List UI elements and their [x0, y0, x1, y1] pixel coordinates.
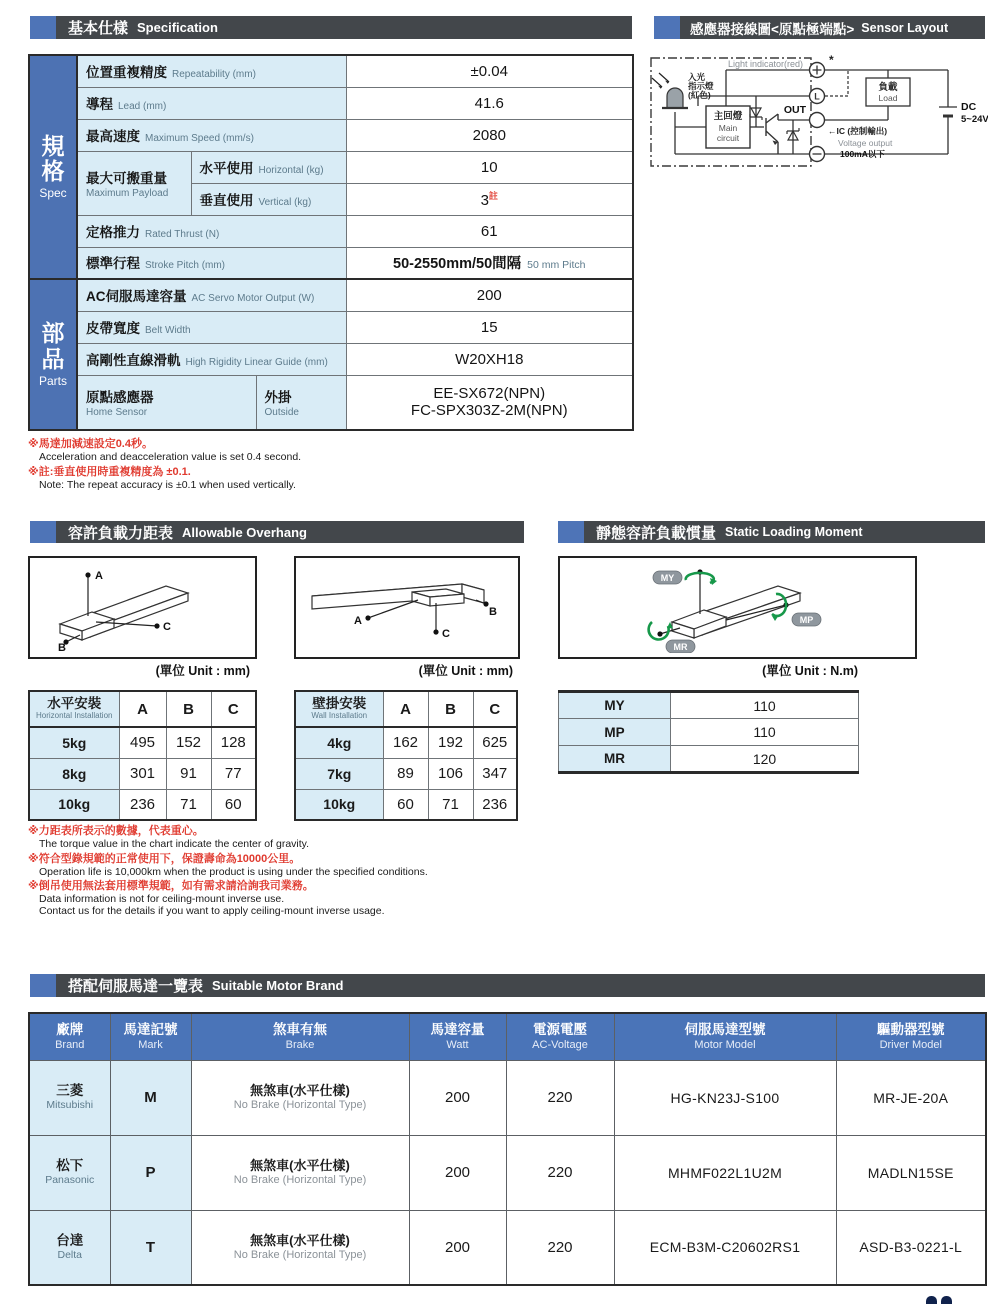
header-accent-square [30, 974, 56, 997]
spec-label-servo-output: AC伺服馬達容量 AC Servo Motor Output (W) [77, 279, 346, 311]
moment-label-mp: MP [559, 719, 671, 746]
spec-value-repeatability: ±0.04 [346, 55, 633, 87]
value-a: 60 [383, 789, 428, 820]
battery-symbol [939, 107, 957, 116]
value-a: 89 [383, 758, 428, 789]
wall-installation-table [294, 690, 518, 821]
brake-cell: 無煞車(水平仕樣) No Brake (Horizontal Type) [191, 1060, 409, 1135]
spec-value-linear-guide: W20XH18 [346, 343, 633, 375]
value-c: 625 [473, 727, 517, 758]
footnote-en: Note: The repeat accuracy is ±0.1 when used vertically. [39, 478, 296, 491]
footnote-zh: ※力距表所表示的數據，代表重心。 [28, 825, 204, 837]
page-number-partial [926, 1296, 962, 1304]
spec-group-label: 規格 Spec [29, 55, 77, 279]
value-b: 71 [166, 789, 211, 820]
value-b: 106 [428, 758, 473, 789]
column-header-c: C [211, 691, 256, 727]
value-a: 495 [119, 727, 166, 758]
value-c: 128 [211, 727, 256, 758]
footnote-en: Acceleration and deacceleration value is set 0.4 second. [39, 451, 302, 464]
load-label: 10kg [29, 789, 119, 820]
overhang-title-zh: 容許負載力距表 [68, 524, 174, 542]
spec-value-home-sensor: EE-SX672(NPN) FC-SPX303Z-2M(NPN) [346, 375, 633, 430]
spec-value-max-speed: 2080 [346, 119, 633, 151]
spec-label-lead: 導程 Lead (mm) [77, 87, 346, 119]
overhang-section-header [30, 521, 524, 543]
moment-section-header [558, 521, 985, 543]
table-row [295, 727, 517, 758]
spec-label-belt-width: 皮帶寬度 Belt Width [77, 311, 346, 343]
led-label-line2: 指示燈 [688, 81, 714, 91]
point-label-a: A [354, 615, 362, 627]
brake-cell: 無煞車(水平仕樣) No Brake (Horizontal Type) [191, 1210, 409, 1285]
load-label: 7kg [295, 758, 383, 789]
voltage-cell: 220 [506, 1135, 614, 1210]
value-c: 236 [473, 789, 517, 820]
spec-label-max-speed: 最高速度 Maximum Speed (mm/s) [77, 119, 346, 151]
voltage-cell: 220 [506, 1210, 614, 1285]
watt-cell: 200 [409, 1135, 506, 1210]
spec-label-max-payload: 最大可搬重量 Maximum Payload [77, 151, 191, 215]
point-label-a: A [95, 570, 103, 582]
value-b: 71 [428, 789, 473, 820]
horizontal-installation-table [28, 690, 257, 821]
spec-label-vertical: 垂直使用 Vertical (kg) [191, 183, 346, 215]
svg-text:MR: MR [673, 642, 688, 652]
terminal-l [810, 89, 825, 104]
load-label: 10kg [295, 789, 383, 820]
load-label: 5kg [29, 727, 119, 758]
table-row [559, 692, 859, 719]
point-label-b: B [58, 642, 66, 653]
brand-mitsubishi: 三菱 Mitsubishi [29, 1060, 110, 1135]
driver-model-cell: ASD-B3-0221-L [836, 1210, 986, 1285]
driver-model-cell: MADLN15SE [836, 1135, 986, 1210]
spec-label-horizontal: 水平使用 Horizontal (kg) [191, 151, 346, 183]
table-row [29, 151, 633, 183]
watt-cell: 200 [409, 1060, 506, 1135]
brake-cell: 無煞車(水平仕樣) No Brake (Horizontal Type) [191, 1135, 409, 1210]
table-row [29, 119, 633, 151]
table-row [559, 746, 859, 773]
motor-brand-table [28, 1012, 987, 1286]
brand-panasonic: 松下 Panasonic [29, 1135, 110, 1210]
table-row [29, 279, 633, 311]
moment-label-my: MY [559, 692, 671, 719]
spec-title-zh: 基本仕樣 [68, 20, 129, 37]
value-c: 77 [211, 758, 256, 789]
value-b: 192 [428, 727, 473, 758]
column-header-a: A [119, 691, 166, 727]
table-header-row [295, 691, 517, 727]
header-brand: 廠牌 Brand [29, 1013, 110, 1060]
spec-label-home-sensor: 原點感應器 Home Sensor [77, 375, 256, 430]
table-header-row [29, 691, 256, 727]
motor-title-zh: 搭配伺服馬達一覽表 [68, 978, 204, 995]
moment-title-zh: 靜態容許負載慣量 [596, 524, 717, 542]
voltage-cell: 220 [506, 1060, 614, 1135]
header-accent-square [30, 521, 56, 543]
footnote-zh: ※符合型錄規範的正常使用下，保證壽命為10000公里。 [28, 852, 301, 865]
voltage-output-label: Voltage output [838, 138, 893, 148]
table-row [29, 1135, 986, 1210]
table-row [295, 758, 517, 789]
spec-footnotes [28, 437, 301, 492]
moment-value-my: 110 [671, 692, 859, 719]
value-c: 347 [473, 758, 517, 789]
main-circuit-en2: circuit [716, 133, 740, 143]
spec-section-header [30, 16, 632, 39]
l-terminal-dashed-wire [825, 70, 848, 96]
parts-group-label: 部品 Parts [29, 279, 77, 430]
header-motor-model: 伺服馬達型號 Motor Model [614, 1013, 836, 1060]
table-row [29, 343, 633, 375]
spec-label-rated-thrust: 定格推力 Rated Thrust (N) [77, 215, 346, 247]
spec-label-stroke-pitch: 標準行程 Stroke Pitch (mm) [77, 247, 346, 279]
spec-label-outside: 外掛 Outside [256, 375, 346, 430]
transistor-symbol [766, 114, 778, 154]
led-label-line3: (紅色) [688, 90, 711, 100]
unit-label-mm: (單位 Unit : mm) [155, 664, 250, 678]
current-limit-label: 100mA以下 [840, 149, 885, 159]
sensor-section-header [654, 16, 985, 39]
footnote-en: The torque value in the chart indicate the center of gravity. [39, 838, 310, 851]
table-row [29, 215, 633, 247]
driver-model-cell: MR-JE-20A [836, 1060, 986, 1135]
point-label-c: C [442, 628, 450, 640]
static-moment-table [558, 690, 859, 774]
spec-label-repeatability: 位置重複精度 Repeatability (mm) [77, 55, 346, 87]
spec-value-horizontal: 10 [346, 151, 633, 183]
moment-title-en: Static Loading Moment [725, 525, 863, 539]
spec-value-stroke-pitch: 50-2550mm/50間隔 50 mm Pitch [346, 247, 633, 279]
plus-terminal-asterisk: * [829, 53, 834, 67]
light-indicator-label: Light indicator(red) [728, 59, 804, 69]
value-b: 152 [166, 727, 211, 758]
ic-output-label: ←IC (控制輸出) [828, 126, 888, 136]
spec-value-rated-thrust: 61 [346, 215, 633, 247]
brand-delta: 台達 Delta [29, 1210, 110, 1285]
terminal-out [810, 113, 825, 128]
table-row [559, 719, 859, 746]
out-label: OUT [783, 104, 806, 116]
header-mark: 馬達記號 Mark [110, 1013, 191, 1060]
led-label-line1: 入光 [688, 72, 706, 82]
motor-model-cell: ECM-B3M-C20602RS1 [614, 1210, 836, 1285]
terminal-plus [810, 63, 825, 78]
table-row [29, 1060, 986, 1135]
table-row [29, 311, 633, 343]
svg-text:MP: MP [799, 615, 814, 625]
spec-value-servo-output: 200 [346, 279, 633, 311]
moment-badge-mp [792, 613, 821, 626]
moment-badge-mr [666, 640, 695, 653]
header-voltage: 電源電壓 AC-Voltage [506, 1013, 614, 1060]
footnote-zh: ※註:垂直使用時重複精度為 ±0.1. [28, 465, 191, 478]
footnote-zh: ※倒吊使用無法套用標準規範，如有需求請洽詢我司業務。 [28, 880, 314, 893]
footnote-zh: ※馬達加減速設定0.4秒。 [28, 438, 153, 450]
value-a: 162 [383, 727, 428, 758]
table-header-row [29, 1013, 986, 1060]
point-label-b: B [489, 606, 497, 618]
header-driver-model: 驅動器型號 Driver Model [836, 1013, 986, 1060]
table-row [29, 789, 256, 820]
header-accent-square [654, 16, 680, 39]
wall-installation-header: 壁掛安裝 Wall Installation [295, 691, 383, 727]
table-row [29, 55, 633, 87]
unit-label-mm: (單位 Unit : mm) [418, 664, 513, 678]
moment-badge-my [653, 571, 682, 584]
header-brake: 煞車有無 Brake [191, 1013, 409, 1060]
footnote-en: Data information is not for ceiling-mount inverse use. [39, 893, 285, 906]
unit-label-nm: (單位 Unit : N.m) [762, 664, 858, 678]
table-row [29, 727, 256, 758]
load-label: 4kg [295, 727, 383, 758]
motor-model-cell: MHMF022L1U2M [614, 1135, 836, 1210]
sensor-wiring-diagram [648, 50, 988, 178]
spec-label-linear-guide: 高剛性直線滑軌 High Rigidity Linear Guide (mm) [77, 343, 346, 375]
sensor-title-en: Sensor Layout [861, 20, 949, 35]
moment-value-mr: 120 [671, 746, 859, 773]
mark-cell: M [110, 1060, 191, 1135]
header-accent-square [30, 16, 56, 39]
vertical-note-superscript: 註 [488, 191, 498, 201]
value-b: 91 [166, 758, 211, 789]
table-row [29, 758, 256, 789]
main-circuit-zh: 主回燈 [713, 111, 743, 122]
sensor-title-zh: 感應器接線圖<原點極端點> [690, 21, 855, 37]
motor-model-cell: HG-KN23J-S100 [614, 1060, 836, 1135]
column-header-b: B [428, 691, 473, 727]
table-row [29, 87, 633, 119]
column-header-c: C [473, 691, 517, 727]
spec-table [28, 54, 634, 431]
spec-title-en: Specification [137, 20, 218, 35]
watt-cell: 200 [409, 1210, 506, 1285]
main-circuit-en1: Main [718, 123, 738, 133]
table-row [29, 247, 633, 279]
table-row [29, 375, 633, 430]
spec-value-vertical: 3$^註$ [346, 183, 633, 215]
svg-text:MY: MY [660, 573, 675, 583]
header-accent-square [558, 521, 584, 543]
moment-value-mp: 110 [671, 719, 859, 746]
footnote-en: Operation life is 10,000km when the product is using under the specified conditions. [39, 865, 428, 878]
mark-cell: T [110, 1210, 191, 1285]
motor-title-en: Suitable Motor Brand [212, 978, 344, 993]
motor-section-header [30, 974, 985, 997]
overhang-diagram-horizontal [28, 556, 257, 659]
moment-label-mr: MR [559, 746, 671, 773]
load-zh: 負載 [878, 82, 898, 93]
overhang-title-en: Allowable Overhang [182, 524, 307, 540]
point-label-c: C [163, 621, 171, 633]
footnote-en: Contact us for the details if you want to apply ceiling-mount inverse usage. [39, 905, 385, 918]
value-a: 301 [119, 758, 166, 789]
overhang-footnotes [28, 824, 428, 917]
svg-text:L: L [814, 91, 820, 102]
load-label: 8kg [29, 758, 119, 789]
dc-range-label: 5~24V [961, 114, 988, 125]
table-row [29, 1210, 986, 1285]
terminal-minus [810, 147, 825, 162]
led-symbol [652, 73, 688, 108]
value-a: 236 [119, 789, 166, 820]
spec-value-belt-width: 15 [346, 311, 633, 343]
dc-label: DC [961, 101, 977, 113]
spec-value-lead: 41.6 [346, 87, 633, 119]
mark-cell: P [110, 1135, 191, 1210]
moment-diagram [558, 556, 917, 659]
column-header-b: B [166, 691, 211, 727]
table-row [295, 789, 517, 820]
header-watt: 馬達容量 Watt [409, 1013, 506, 1060]
load-en: Load [878, 93, 898, 103]
horizontal-installation-header: 水平安裝 Horizontal Installation [29, 691, 119, 727]
column-header-a: A [383, 691, 428, 727]
overhang-diagram-wall [294, 556, 520, 659]
value-c: 60 [211, 789, 256, 820]
